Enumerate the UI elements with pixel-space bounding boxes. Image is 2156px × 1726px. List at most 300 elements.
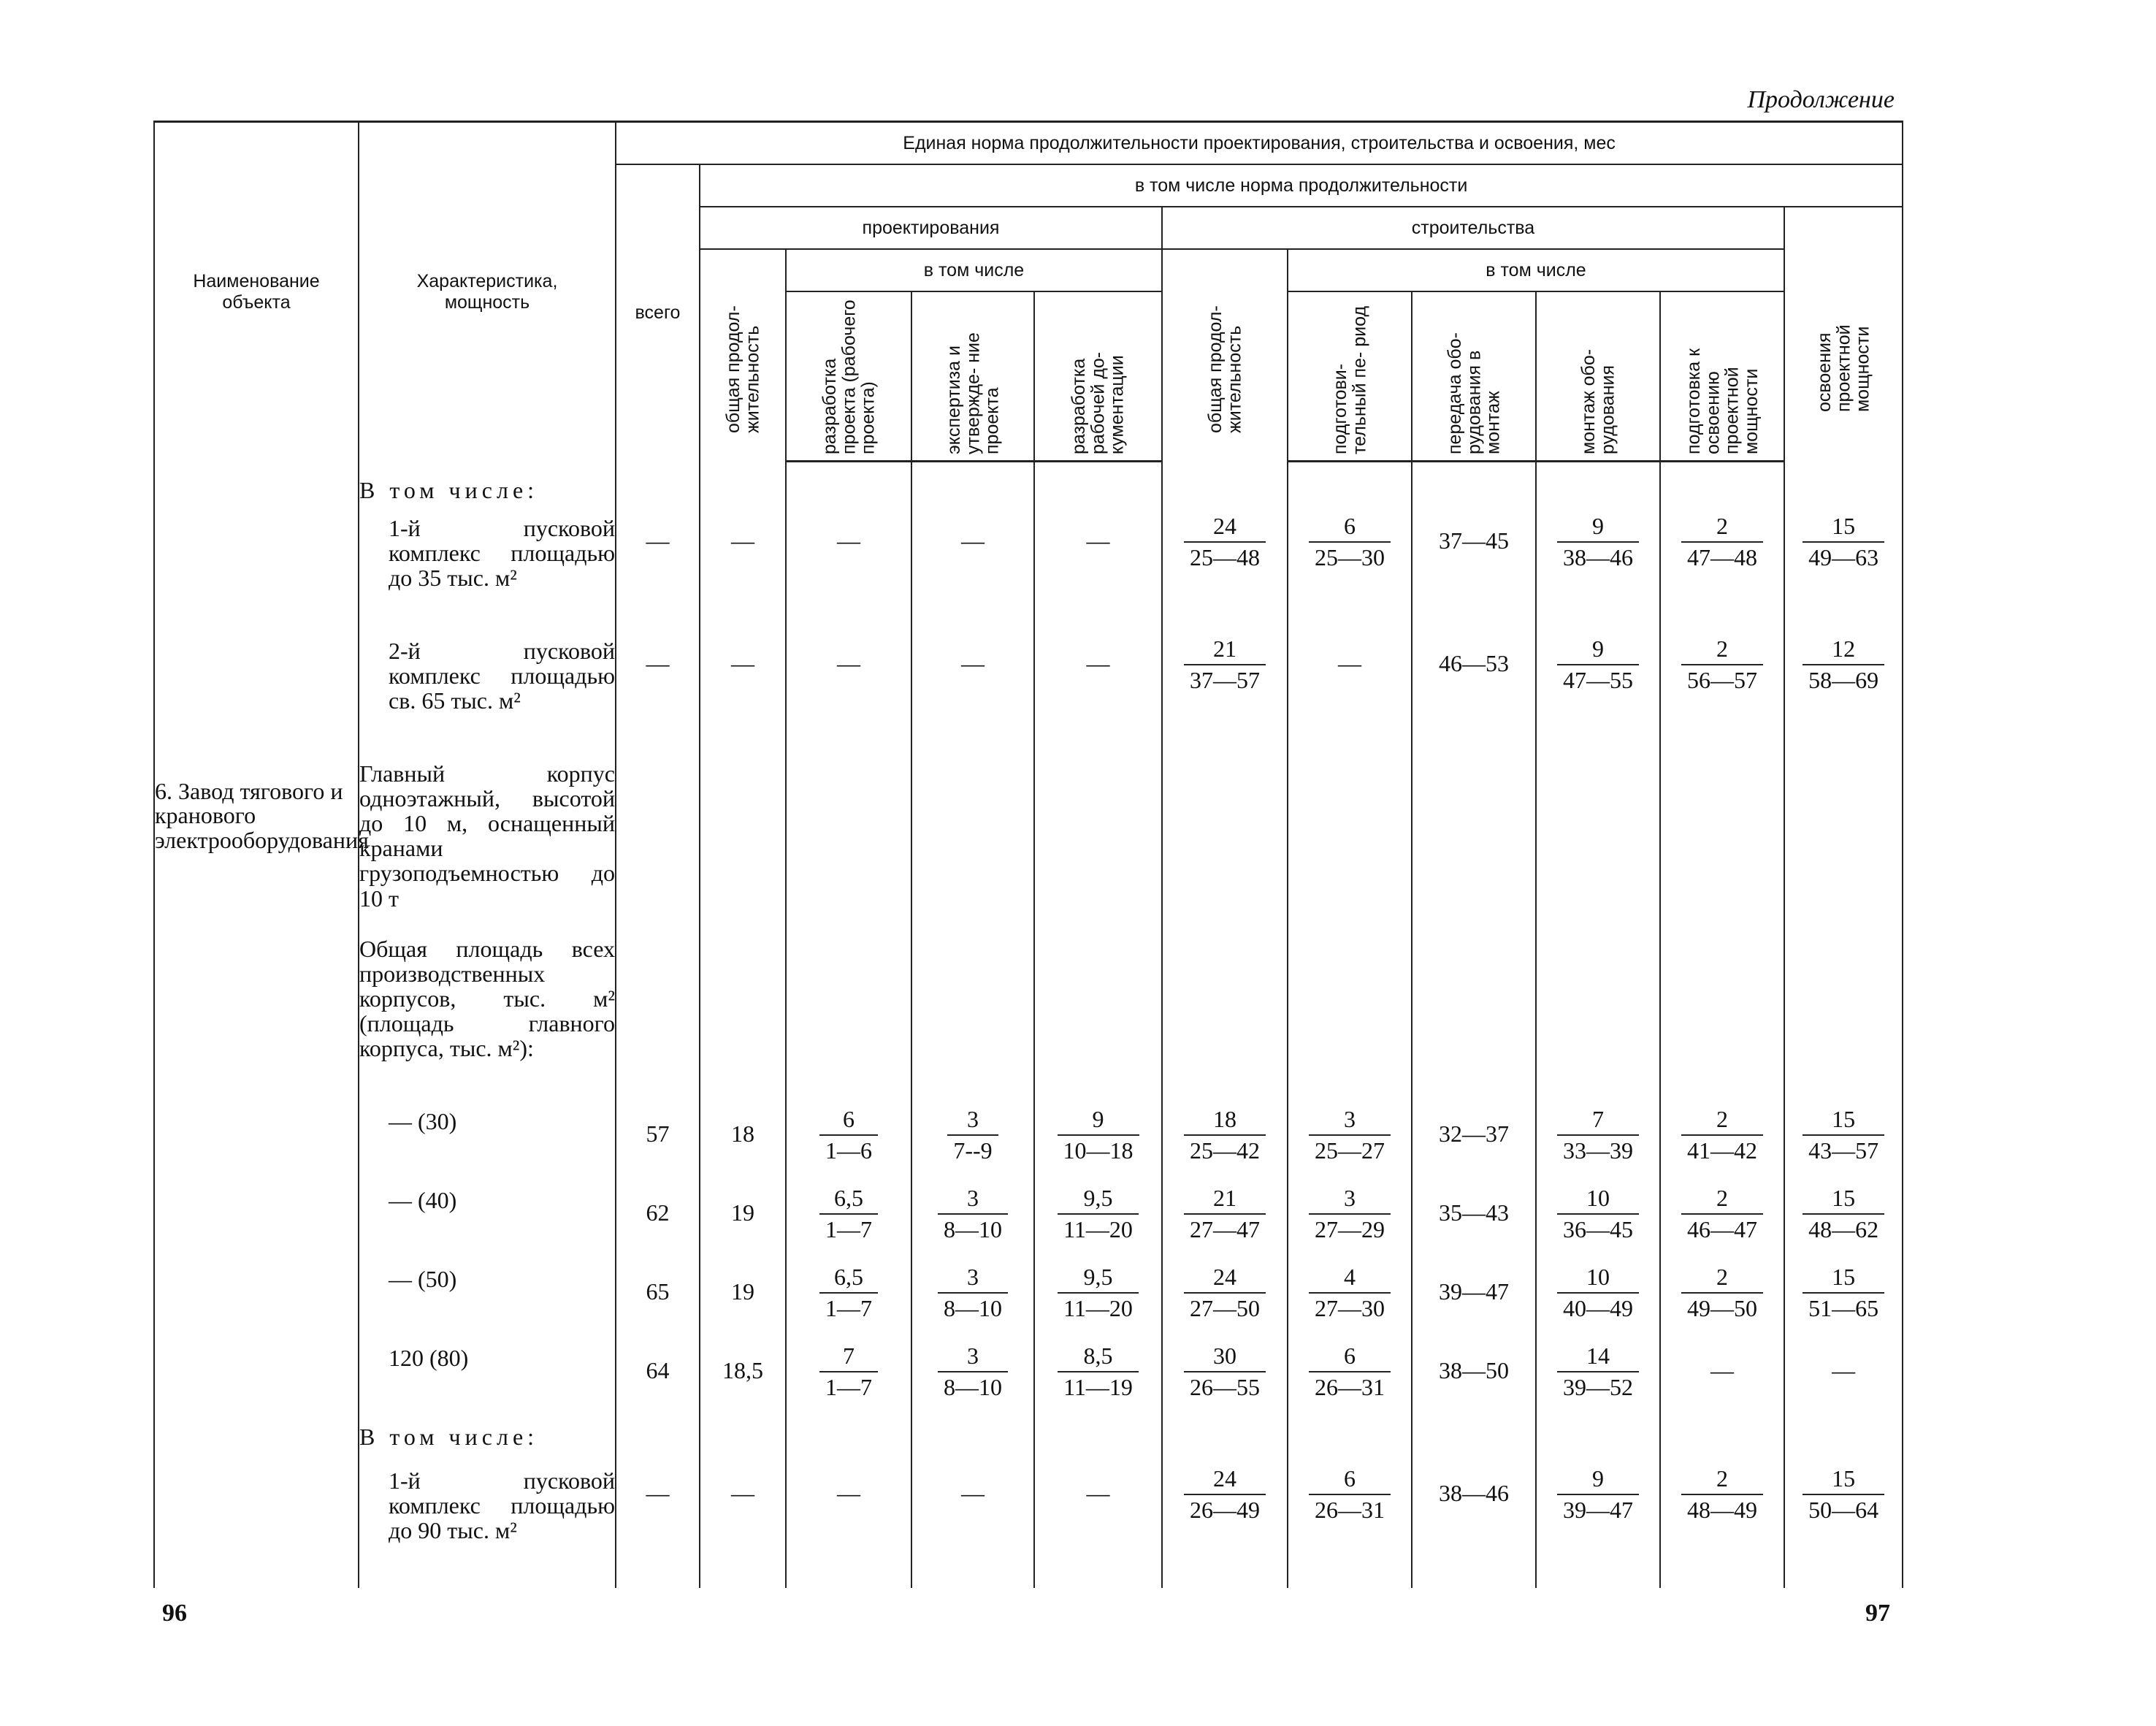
month-range-value: 1—7 (825, 1295, 872, 1322)
value-cell-c-total (1162, 511, 1288, 634)
duration-value: 4 (1309, 1262, 1391, 1294)
duration-value: 2 (1681, 1464, 1763, 1496)
value-cell-c-transfer (1412, 462, 1536, 511)
fraction-value (1309, 1464, 1391, 1526)
plain-value: — (837, 1479, 860, 1506)
month-range-value: 48—62 (1808, 1216, 1879, 1243)
value-cell-d-project (786, 757, 911, 932)
value-cell-c-transfer (1412, 1262, 1536, 1341)
value-cell-d-project (786, 1464, 911, 1588)
value-cell-d-working (1034, 462, 1162, 511)
month-range-value: 1—6 (825, 1137, 872, 1164)
characteristic-cell (359, 757, 616, 932)
header-constr-including: в том числе (1288, 249, 1784, 291)
duration-value: 3 (938, 1262, 1008, 1294)
value-cell-d-expertise (911, 1420, 1034, 1464)
value-cell-d-working (1034, 1341, 1162, 1420)
value-cell-c-mount (1536, 1183, 1660, 1262)
month-range-value: 10—18 (1063, 1137, 1134, 1164)
fraction-value (1184, 1262, 1266, 1324)
fraction-value (1681, 1183, 1763, 1245)
plain-value: — (961, 527, 985, 554)
characteristic-text: — (40) (389, 1186, 457, 1213)
plain-value: 32—37 (1439, 1120, 1509, 1147)
month-range-value: 40—49 (1563, 1295, 1633, 1322)
duration-value: 3 (938, 1341, 1008, 1373)
page-number-left: 96 (162, 1600, 187, 1627)
value-cell-c-transfer (1412, 1104, 1536, 1183)
value-cell-c-total (1162, 1183, 1288, 1262)
value-cell-mastering (1784, 1183, 1903, 1262)
value-cell-d-project (786, 1262, 911, 1341)
value-cell-d-total (700, 634, 786, 757)
header-design-working (1034, 291, 1162, 462)
value-cell-c-mount (1536, 462, 1660, 511)
duration-value: 3 (947, 1104, 998, 1137)
value-cell-mastering (1784, 1464, 1903, 1588)
value-cell-c-total (1162, 1464, 1288, 1588)
value-cell-c-transfer (1412, 932, 1536, 1104)
plain-value: — (961, 649, 985, 676)
plain-value: 19 (731, 1199, 754, 1226)
value-cell-d-project (786, 1341, 911, 1420)
characteristic-cell (359, 1183, 616, 1262)
fraction-value (1803, 1262, 1884, 1324)
value-cell-d-total (700, 462, 786, 511)
duration-value: 15 (1803, 511, 1884, 543)
month-range-value: 26—31 (1315, 1497, 1385, 1524)
value-cell-d-total (700, 511, 786, 634)
characteristic-text: 1-й пусковой комплекс площадью до 90 тыс. м² (389, 1467, 615, 1543)
month-range-value: 48—49 (1687, 1497, 1757, 1524)
duration-value: 8,5 (1058, 1341, 1139, 1373)
characteristic-cell (359, 1464, 616, 1588)
value-cell-mastering (1784, 1262, 1903, 1341)
value-cell-c-prep (1288, 1464, 1412, 1588)
header-constr-mount-text: монтаж обо- рудования (1578, 348, 1618, 454)
fraction-value (819, 1341, 878, 1403)
header-constr-transfer-text: передача обо- рудования в монтаж (1444, 332, 1504, 454)
value-cell-c-ready (1660, 511, 1784, 634)
duration-value: 6 (819, 1104, 878, 1137)
object-name-cell (154, 462, 369, 1588)
value-cell-c-transfer (1412, 757, 1536, 932)
fraction-value (1184, 1464, 1266, 1526)
header-design-project-text: разработка проекта (рабочего проекта) (819, 299, 879, 454)
value-cell-c-ready (1660, 1262, 1784, 1341)
value-cell-d-working (1034, 1420, 1162, 1464)
page-number-right: 97 (1865, 1600, 1890, 1627)
month-range-value: 36—45 (1563, 1216, 1633, 1243)
header-unified-norm: Единая норма продолжительности проектирования, строительства и освоения, мес (616, 122, 1903, 165)
value-cell-c-mount (1536, 932, 1660, 1104)
duration-value: 21 (1184, 634, 1266, 666)
header-constr-total-text: общая продол- жительность (1204, 305, 1245, 434)
month-range-value: 49—50 (1687, 1295, 1757, 1322)
duration-value: 6 (1309, 1464, 1391, 1496)
characteristic-text: 120 (80) (389, 1344, 469, 1371)
header-design-total (700, 249, 786, 462)
value-cell-d-expertise (911, 932, 1034, 1104)
value-cell-d-expertise (911, 1183, 1034, 1262)
month-range-value: 26—55 (1190, 1374, 1260, 1401)
header-design-including: в том числе (786, 249, 1162, 291)
value-cell-c-total (1162, 1104, 1288, 1183)
value-cell-d-total (700, 757, 786, 932)
month-range-value: 25—42 (1190, 1137, 1260, 1164)
fraction-value (1184, 511, 1266, 573)
header-construction: строительства (1162, 207, 1784, 249)
duration-value: 24 (1184, 511, 1266, 543)
duration-value: 9 (1557, 511, 1639, 543)
fraction-value (1058, 1104, 1139, 1166)
header-constr-ready (1660, 291, 1784, 462)
header-mastering (1784, 207, 1903, 462)
duration-value: 9,5 (1058, 1183, 1139, 1215)
value-cell-d-expertise (911, 1104, 1034, 1183)
fraction-value (938, 1183, 1008, 1245)
characteristic-text: — (50) (389, 1265, 457, 1292)
fraction-value (1309, 1262, 1391, 1324)
value-cell-c-ready (1660, 1341, 1784, 1420)
table-row (154, 511, 1903, 634)
header-design-project (786, 291, 911, 462)
month-range-value: 11—20 (1063, 1295, 1133, 1322)
duration-value: 12 (1803, 634, 1884, 666)
value-cell-c-total (1162, 634, 1288, 757)
duration-value: 24 (1184, 1262, 1266, 1294)
value-cell-d-total (700, 1104, 786, 1183)
month-range-value: 33—39 (1563, 1137, 1633, 1164)
plain-value: — (646, 649, 670, 676)
value-cell-c-mount (1536, 1262, 1660, 1341)
table-row (154, 757, 1903, 932)
duration-value: 30 (1184, 1341, 1266, 1373)
duration-value: 2 (1681, 1183, 1763, 1215)
value-cell-d-project (786, 462, 911, 511)
value-cell-total (616, 1464, 700, 1588)
value-cell-c-prep (1288, 932, 1412, 1104)
value-cell-d-total (700, 1262, 786, 1341)
duration-value: 9 (1557, 634, 1639, 666)
table-row (154, 1262, 1903, 1341)
value-cell-d-project (786, 932, 911, 1104)
value-cell-c-mount (1536, 1420, 1660, 1464)
value-cell-d-total (700, 1341, 786, 1420)
table-row (154, 932, 1903, 1104)
value-cell-d-total (700, 1183, 786, 1262)
header-constr-prep (1288, 291, 1412, 462)
month-range-value: 25—30 (1315, 544, 1385, 571)
month-range-value: 26—31 (1315, 1374, 1385, 1401)
value-cell-c-mount (1536, 757, 1660, 932)
duration-value: 3 (1309, 1104, 1391, 1137)
value-cell-d-project (786, 1183, 911, 1262)
header-mastering-text: освоения проектной мощности (1813, 324, 1873, 413)
fraction-value (1184, 634, 1266, 696)
header-total: всего (616, 164, 700, 462)
plain-value: 46—53 (1439, 649, 1509, 676)
fraction-value (1803, 511, 1884, 573)
value-cell-c-total (1162, 462, 1288, 511)
table-row (154, 1341, 1903, 1420)
fraction-value (1184, 1183, 1266, 1245)
month-range-value: 43—57 (1808, 1137, 1879, 1164)
norms-table (153, 121, 1903, 1588)
value-cell-d-working (1034, 1104, 1162, 1183)
characteristic-cell (359, 511, 616, 634)
fraction-value (1058, 1183, 1139, 1245)
month-range-value: 1—7 (825, 1216, 872, 1243)
value-cell-mastering (1784, 1420, 1903, 1464)
characteristic-text: В том числе: (359, 1423, 539, 1450)
value-cell-c-mount (1536, 1464, 1660, 1588)
duration-value: 24 (1184, 1464, 1266, 1496)
value-cell-c-transfer (1412, 634, 1536, 757)
duration-value: 2 (1681, 634, 1763, 666)
characteristic-text: — (30) (389, 1107, 457, 1134)
fraction-value (1681, 1464, 1763, 1526)
characteristic-text: 1-й пусковой комплекс площадью до 35 тыс. м² (389, 514, 615, 591)
month-range-value: 8—10 (944, 1295, 1002, 1322)
fraction-value (938, 1262, 1008, 1324)
characteristic-cell (359, 1104, 616, 1183)
fraction-value (938, 1341, 1008, 1403)
duration-value: 9,5 (1058, 1262, 1139, 1294)
header-characteristic: Характеристика, мощность (359, 122, 616, 462)
value-cell-c-total (1162, 1341, 1288, 1420)
plain-value: 38—50 (1439, 1356, 1509, 1383)
month-range-value: 47—55 (1563, 667, 1633, 694)
duration-value: 9 (1058, 1104, 1139, 1137)
plain-value: 62 (646, 1199, 670, 1226)
value-cell-c-ready (1660, 1104, 1784, 1183)
month-range-value: 39—47 (1563, 1497, 1633, 1524)
month-range-value: 25—48 (1190, 544, 1260, 571)
plain-value: — (646, 527, 670, 554)
month-range-value: 58—69 (1808, 667, 1879, 694)
value-cell-c-ready (1660, 757, 1784, 932)
value-cell-mastering (1784, 1104, 1903, 1183)
duration-value: 10 (1557, 1262, 1639, 1294)
characteristic-text: Главный корпус одноэтажный, высотой до 10 м, оснащенный кранами грузоподъемностью до 10 т (359, 760, 615, 912)
month-range-value: 26—49 (1190, 1497, 1260, 1524)
value-cell-c-transfer (1412, 1464, 1536, 1588)
plain-value: 37—45 (1439, 527, 1509, 554)
value-cell-mastering (1784, 757, 1903, 932)
table-label-row (154, 462, 1903, 511)
value-cell-d-working (1034, 1262, 1162, 1341)
value-cell-c-prep (1288, 634, 1412, 757)
characteristic-cell (359, 932, 616, 1104)
month-range-value: 27—50 (1190, 1295, 1260, 1322)
fraction-value (1681, 1262, 1763, 1324)
fraction-value (1309, 511, 1391, 573)
value-cell-d-working (1034, 1464, 1162, 1588)
value-cell-c-ready (1660, 1183, 1784, 1262)
object-name: 6. Завод тягового и кранового электрооборудования (155, 777, 369, 853)
fraction-value (1681, 511, 1763, 573)
value-cell-total (616, 1262, 700, 1341)
value-cell-d-expertise (911, 1341, 1034, 1420)
plain-value: — (1710, 1356, 1734, 1383)
value-cell-d-total (700, 932, 786, 1104)
characteristic-cell (359, 1341, 616, 1420)
duration-value: 15 (1803, 1104, 1884, 1137)
value-cell-d-working (1034, 757, 1162, 932)
plain-value: 64 (646, 1356, 670, 1383)
value-cell-c-ready (1660, 932, 1784, 1104)
value-cell-c-total (1162, 1262, 1288, 1341)
fraction-value (1681, 634, 1763, 696)
value-cell-d-project (786, 511, 911, 634)
value-cell-c-prep (1288, 1183, 1412, 1262)
plain-value: — (1086, 1479, 1110, 1506)
plain-value: 18 (731, 1120, 754, 1147)
value-cell-c-total (1162, 932, 1288, 1104)
duration-value: 2 (1681, 511, 1763, 543)
value-cell-d-expertise (911, 757, 1034, 932)
fraction-value (1309, 1104, 1391, 1166)
duration-value: 14 (1557, 1341, 1639, 1373)
value-cell-c-transfer (1412, 511, 1536, 634)
value-cell-mastering (1784, 634, 1903, 757)
month-range-value: 41—42 (1687, 1137, 1757, 1164)
header-design-expertise (911, 291, 1034, 462)
month-range-value: 50—64 (1808, 1497, 1879, 1524)
duration-value: 6,5 (819, 1262, 878, 1294)
fraction-value (1309, 1183, 1391, 1245)
continuation-label: Продолжение (1747, 86, 1895, 113)
plain-value: — (837, 649, 860, 676)
duration-value: 15 (1803, 1183, 1884, 1215)
table-row (154, 1464, 1903, 1588)
plain-value: — (1832, 1356, 1856, 1383)
fraction-value (1557, 1464, 1639, 1526)
header-design-working-text: разработка рабочей до- кументации (1069, 351, 1128, 454)
characteristic-cell (359, 462, 616, 511)
fraction-value (819, 1104, 878, 1166)
header-constr-total (1162, 249, 1288, 462)
plain-value: 38—46 (1439, 1479, 1509, 1506)
value-cell-d-expertise (911, 1464, 1034, 1588)
month-range-value: 38—46 (1563, 544, 1633, 571)
plain-value: 18,5 (722, 1356, 763, 1383)
value-cell-c-transfer (1412, 1341, 1536, 1420)
value-cell-c-ready (1660, 634, 1784, 757)
value-cell-c-mount (1536, 511, 1660, 634)
value-cell-total (616, 1104, 700, 1183)
value-cell-d-total (700, 1420, 786, 1464)
plain-value: 19 (731, 1278, 754, 1305)
fraction-value (819, 1262, 878, 1324)
value-cell-c-prep (1288, 1420, 1412, 1464)
header-design: проектирования (700, 207, 1162, 249)
value-cell-d-working (1034, 932, 1162, 1104)
value-cell-c-mount (1536, 1104, 1660, 1183)
value-cell-mastering (1784, 1341, 1903, 1420)
characteristic-text: 2-й пусковой комплекс площадью св. 65 тыс. м² (389, 637, 615, 714)
value-cell-total (616, 1183, 700, 1262)
value-cell-total (616, 511, 700, 634)
table-row (154, 1183, 1903, 1262)
value-cell-c-ready (1660, 1420, 1784, 1464)
value-cell-d-project (786, 634, 911, 757)
plain-value: — (731, 1479, 754, 1506)
value-cell-c-prep (1288, 757, 1412, 932)
fraction-value (1184, 1104, 1266, 1166)
value-cell-total (616, 1420, 700, 1464)
fraction-value (1681, 1104, 1763, 1166)
month-range-value: 27—29 (1315, 1216, 1385, 1243)
value-cell-d-working (1034, 1183, 1162, 1262)
fraction-value (1803, 1464, 1884, 1526)
fraction-value (1803, 634, 1884, 696)
characteristic-cell (359, 1420, 616, 1464)
duration-value: 2 (1681, 1104, 1763, 1137)
month-range-value: 39—52 (1563, 1374, 1633, 1401)
plain-value: 35—43 (1439, 1199, 1509, 1226)
characteristic-text: Общая площадь всех производственных корпусов, тыс. м² (площадь главного корпуса, тыс. м²): (359, 935, 615, 1062)
month-range-value: 56—57 (1687, 667, 1757, 694)
month-range-value: 1—7 (825, 1374, 872, 1401)
characteristic-text: В том числе: (359, 476, 539, 503)
value-cell-d-project (786, 1104, 911, 1183)
header-constr-prep-text: подготови- тельный пе- риод (1329, 305, 1369, 454)
fraction-value (947, 1104, 998, 1166)
plain-value: — (646, 1479, 670, 1506)
value-cell-total (616, 462, 700, 511)
fraction-value (1803, 1104, 1884, 1166)
header-design-expertise-text: экспертиза и утвержде- ние проекта (943, 332, 1003, 454)
value-cell-mastering (1784, 462, 1903, 511)
duration-value: 3 (938, 1183, 1008, 1215)
month-range-value: 46—47 (1687, 1216, 1757, 1243)
value-cell-c-prep (1288, 511, 1412, 634)
plain-value: 39—47 (1439, 1278, 1509, 1305)
plain-value: — (731, 649, 754, 676)
value-cell-d-working (1034, 634, 1162, 757)
value-cell-d-project (786, 1420, 911, 1464)
table-body (154, 462, 1903, 1588)
plain-value: — (1086, 527, 1110, 554)
value-cell-total (616, 1341, 700, 1420)
value-cell-c-transfer (1412, 1420, 1536, 1464)
duration-value: 7 (819, 1341, 878, 1373)
month-range-value: 8—10 (944, 1374, 1002, 1401)
value-cell-d-expertise (911, 511, 1034, 634)
value-cell-total (616, 757, 700, 932)
value-cell-c-prep (1288, 462, 1412, 511)
month-range-value: 47—48 (1687, 544, 1757, 571)
value-cell-c-transfer (1412, 1183, 1536, 1262)
month-range-value: 37—57 (1190, 667, 1260, 694)
value-cell-total (616, 634, 700, 757)
header-including-norm: в том числе норма продолжительности (700, 164, 1903, 207)
plain-value: — (1338, 649, 1361, 676)
duration-value: 18 (1184, 1104, 1266, 1137)
header-constr-transfer (1412, 291, 1536, 462)
plain-value: — (961, 1479, 985, 1506)
duration-value: 9 (1557, 1464, 1639, 1496)
month-range-value: 11—19 (1063, 1374, 1133, 1401)
month-range-value: 49—63 (1808, 544, 1879, 571)
value-cell-c-mount (1536, 634, 1660, 757)
duration-value: 6 (1309, 511, 1391, 543)
fraction-value (1557, 1183, 1639, 1245)
duration-value: 21 (1184, 1183, 1266, 1215)
plain-value: 65 (646, 1278, 670, 1305)
